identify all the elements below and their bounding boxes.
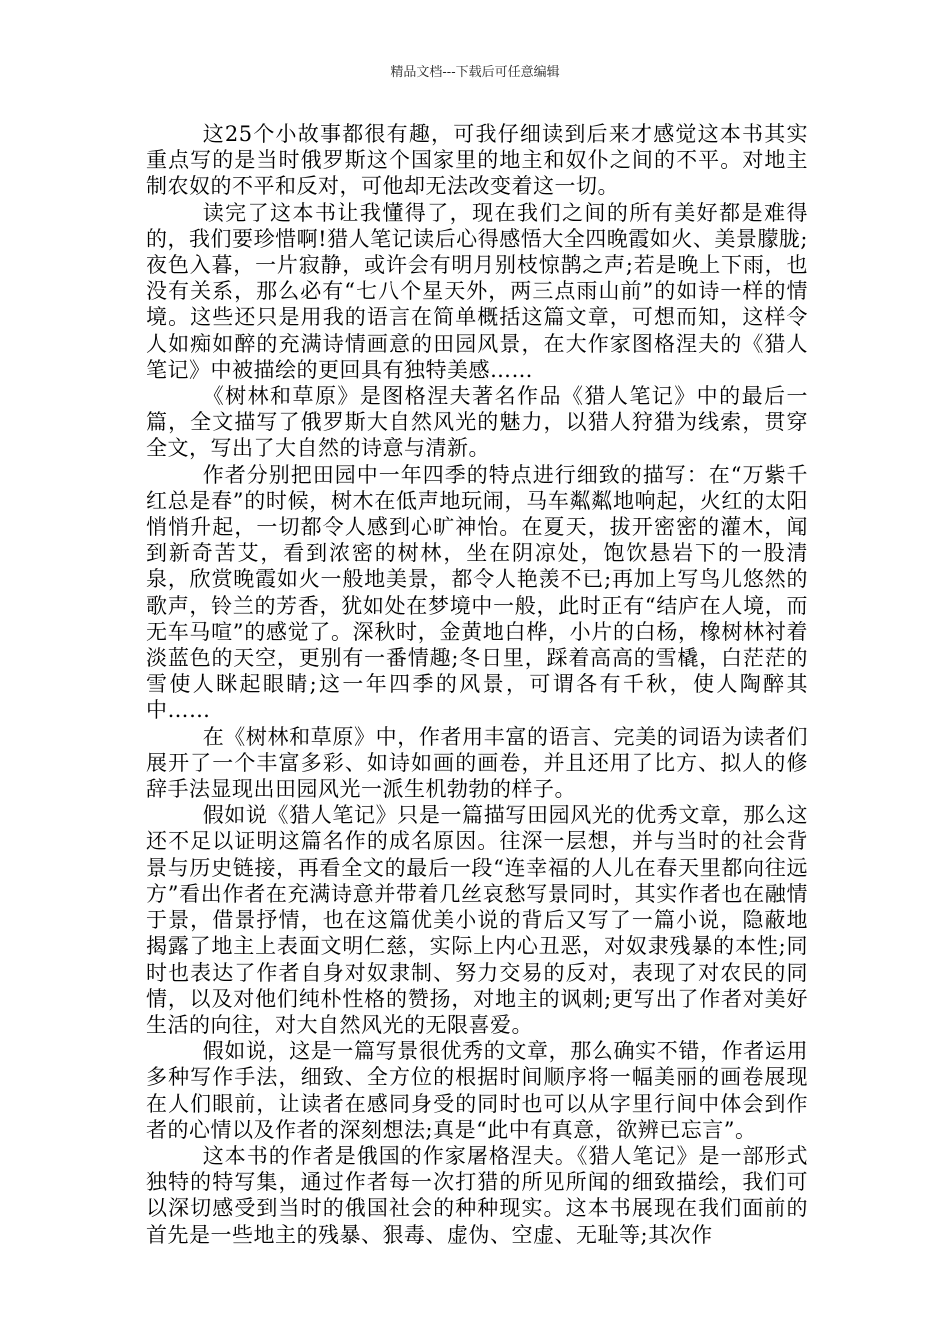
paragraph: 这25个小故事都很有趣，可我仔细读到后来才感觉这本书其实重点写的是当时俄罗斯这个国家里的地主和奴仆之间的不平。对地主制农奴的不平和反对，可他却无法改变着这一切。: [146, 122, 808, 199]
paragraph: 假如说《猎人笔记》只是一篇描写田园风光的优秀文章，那么这还不足以证明这篇名作的成名原因。往深一层想，并与当时的社会背景与历史链接，再看全文的最后一段“连幸福的人儿在春天里都向往远方”看出作者在充满诗意并带着几丝哀愁写景同时，其实作者也在融情于景，借景抒情，也在这篇优美小说的背后又写了一篇小说，隐蔽地揭露了地主上表面文明仁慈，实际上内心丑恶，对奴隶残暴的本性;同时也表达了作者自身对奴隶制、努力交易的反对，表现了对农民的同情，以及对他们纯朴性格的赞扬，对地主的讽刺;更写出了作者对美好生活的向往，对大自然风光的无限喜爱。: [146, 803, 808, 1037]
paragraph: 在《树林和草原》中，作者用丰富的语言、完美的词语为读者们展开了一个丰富多彩、如诗如画的画卷，并且还用了比方、拟人的修辞手法显现出田园风光一派生机勃勃的样子。: [146, 724, 808, 802]
paragraph: 读完了这本书让我懂得了，现在我们之间的所有美好都是难得的，我们要珍惜啊!猎人笔记读后心得感悟大全四晚霞如火、美景朦胧;夜色入暮，一片寂静，或许会有明月别枝惊鹊之声;若是晚上下雨，也没有关系，那么必有“七八个星天外，两三点雨山前”的如诗一样的情境。这些还只是用我的语言在简单概括这篇文章，可想而知，这样令人如痴如醉的充满诗情画意的田园风景，在大作家图格涅夫的《猎人笔记》中被描绘的更回具有独特美感……: [146, 200, 808, 382]
document-body: [146, 121, 808, 1248]
paragraph: 假如说，这是一篇写景很优秀的文章，那么确实不错，作者运用多种写作手法，细致、全方位的根据时间顺序将一幅美丽的画卷展现在人们眼前，让读者在感同身受的同时也可以从字里行间中体会到作者的心情以及作者的深刻想法;真是“此中有真意，欲辨已忘言”。: [146, 1039, 808, 1142]
paragraph: 这本书的作者是俄国的作家屠格涅夫。《猎人笔记》是一部形式独特的特写集，通过作者每一次打猎的所见所闻的细致描绘，我们可以深切感受到当时的俄国社会的种种现实。这本书展现在我们面前的首先是一些地主的残暴、狠毒、虚伪、空虚、无耻等;其次作: [146, 1143, 808, 1247]
page-header: 精品文档---下载后可任意编辑: [390, 65, 560, 80]
paragraph: 《树林和草原》是图格涅夫著名作品《猎人笔记》中的最后一篇，全文描写了俄罗斯大自然风光的魅力，以猎人狩猎为线索，贯穿全文，写出了大自然的诗意与清新。: [146, 384, 808, 461]
paragraph: 作者分别把田园中一年四季的特点进行细致的描写：在“万紫千红总是春”的时候，树木在低声地玩闹，马车粼粼地响起，火红的太阳悄悄升起，一切都令人感到心旷神怡。在夏天，拔开密密的灌木，闻到新奇苦艾，看到浓密的树林，坐在阴凉处，饱饮悬岩下的一股清泉，欣赏晚霞如火一般地美景，都令人艳羡不已;再加上写鸟儿悠然的歌声，铃兰的芳香，犹如处在梦境中一般，此时正有“结庐在人境，而无车马喧”的感觉了。深秋时，金黄地白桦，小片的白杨，橡树林衬着淡蓝色的天空，更别有一番情趣;冬日里，踩着高高的雪橇，白茫茫的雪使人眯起眼睛;这一年四季的风景，可谓各有千秋，使人陶醉其中……: [146, 462, 808, 723]
